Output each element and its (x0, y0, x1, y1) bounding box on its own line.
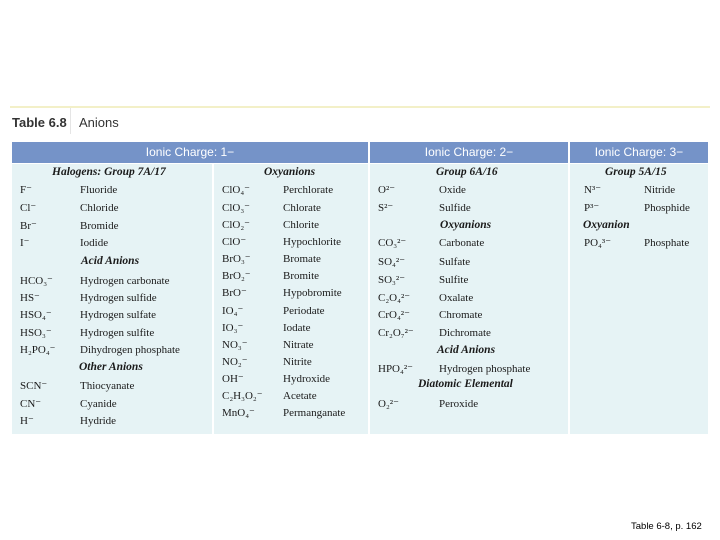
col1-ion-name: Hydrogen sulfate (80, 309, 157, 321)
col3-formula: CrO₄²⁻ (378, 309, 410, 321)
col3-ion-name: Sulfide (439, 202, 471, 214)
col2-ion-name: Perchlorate (283, 184, 334, 196)
col4-formula: N³⁻ (584, 184, 602, 196)
col1-ion-name: Hydride (80, 415, 117, 427)
col2-formula: C₂H₃O₂⁻ (222, 390, 263, 402)
col3-formula: SO₃²⁻ (378, 274, 406, 286)
header-charge-3: Ionic Charge: 3− (570, 142, 708, 163)
col2-formula: IO₄⁻ (222, 305, 244, 317)
col1-formula: SCN⁻ (20, 380, 48, 392)
subheader-oxyanions-2: Oxyanions (440, 219, 492, 231)
col2-ion-name: Bromate (283, 253, 321, 265)
col3-ion-name: Sulfate (439, 256, 471, 268)
col3-ion-name: Oxide (439, 184, 466, 196)
col2-ion-name: Permanganate (283, 407, 346, 419)
col1-formula: H₂PO₄⁻ (20, 344, 56, 356)
col2-formula: MnO₄⁻ (222, 407, 255, 419)
col3-formula: C₂O₄²⁻ (378, 292, 411, 304)
subheader-halogens: Halogens: Group 7A/17 (52, 166, 166, 178)
col1-formula: F⁻ (20, 184, 32, 196)
col1-ion-name: Bromide (80, 220, 119, 232)
subheader-oxyanions: Oxyanions (264, 166, 316, 178)
col2-formula: OH⁻ (222, 373, 244, 385)
col4-formula: PO₄³⁻ (584, 237, 612, 249)
col2-ion-name: Chlorite (283, 219, 320, 231)
subheader-acid-anions: Acid Anions (81, 255, 140, 267)
col3-formula: O₂²⁻ (378, 398, 399, 410)
col2-ion-name: Hydroxide (283, 373, 331, 385)
col2-formula: BrO₂⁻ (222, 270, 251, 282)
col1-ion-name: Hydrogen sulfide (80, 292, 157, 304)
col1-ion-name: Hydrogen carbonate (80, 275, 170, 287)
subheader-other-anions: Other Anions (79, 361, 143, 373)
col2-formula: NO₃⁻ (222, 339, 248, 351)
col3-ion-name: Carbonate (439, 237, 485, 249)
col1-formula: CN⁻ (20, 398, 42, 410)
subheader-group6: Group 6A/16 (436, 166, 498, 178)
col3-formula: SO₄²⁻ (378, 256, 406, 268)
col3-ion-name: Dichromate (439, 327, 491, 339)
col2-ion-name: Nitrite (283, 356, 312, 368)
col2-formula: IO₃⁻ (222, 322, 244, 334)
subheader-group5: Group 5A/15 (605, 166, 667, 178)
col2-ion-name: Chlorate (283, 202, 321, 214)
col2-ion-name: Acetate (283, 390, 317, 402)
subheader-diatomic: Diatomic Elemental (418, 378, 513, 390)
col2-ion-name: Hypochlorite (283, 236, 342, 248)
col1-ion-name: Cyanide (80, 398, 117, 410)
col1-ion-name: Hydrogen sulfite (80, 327, 155, 339)
col3-formula: S²⁻ (378, 202, 394, 214)
col3-formula: Cr₂O₇²⁻ (378, 327, 414, 339)
col1-formula: Cl⁻ (20, 202, 37, 214)
col2-formula: ClO₂⁻ (222, 219, 250, 231)
col2-ion-name: Bromite (283, 270, 320, 282)
col3-ion-name: Chromate (439, 309, 483, 321)
subheader-acid-anions-2: Acid Anions (437, 344, 496, 356)
col2-formula: NO₂⁻ (222, 356, 248, 368)
col3-ion-name: Hydrogen phosphate (439, 363, 531, 375)
col1-ion-name: Chloride (80, 202, 119, 214)
col3-ion-name: Sulfite (439, 274, 469, 286)
col2-formula: BrO₃⁻ (222, 253, 251, 265)
col2-formula: ClO₄⁻ (222, 184, 250, 196)
col4-ion-name: Phosphate (644, 237, 690, 249)
col1-formula: HSO₃⁻ (20, 327, 52, 339)
col2-ion-name: Hypobromite (283, 287, 342, 299)
col1-ion-name: Iodide (80, 237, 109, 249)
col3-formula: O²⁻ (378, 184, 396, 196)
footer-caption: Table 6-8, p. 162 (631, 521, 702, 532)
col3-formula: HPO₄²⁻ (378, 363, 413, 375)
header-charge-2: Ionic Charge: 2− (370, 142, 568, 163)
col2-formula: BrO⁻ (222, 287, 247, 299)
title-separator (70, 108, 71, 134)
col1-formula: HSO₄⁻ (20, 309, 52, 321)
col2-formula: ClO₃⁻ (222, 202, 250, 214)
col1-formula: HS⁻ (20, 292, 40, 304)
col1-formula: H⁻ (20, 415, 34, 427)
col1-formula: I⁻ (20, 237, 30, 249)
col3-formula: CO₃²⁻ (378, 237, 407, 249)
col2-formula: ClO⁻ (222, 236, 247, 248)
col3-ion-name: Oxalate (439, 292, 474, 304)
col4-formula: P³⁻ (584, 202, 600, 214)
col2-ion-name: Periodate (283, 305, 325, 317)
table-label: Table 6.8 (12, 115, 67, 130)
col1-ion-name: Thiocyanate (80, 380, 135, 392)
col3-ion-name: Peroxide (439, 398, 479, 410)
subheader-oxyanion: Oxyanion (583, 219, 630, 231)
top-rule (10, 106, 710, 108)
col1-ion-name: Dihydrogen phosphate (80, 344, 180, 356)
col4-ion-name: Nitride (644, 184, 676, 196)
col1-formula: HCO₃⁻ (20, 275, 53, 287)
col1-formula: Br⁻ (20, 220, 37, 232)
table-title: Anions (79, 115, 119, 130)
header-charge-1: Ionic Charge: 1− (12, 142, 368, 163)
col4-ion-name: Phosphide (644, 202, 690, 214)
col2-ion-name: Nitrate (283, 339, 314, 351)
col2-ion-name: Iodate (283, 322, 311, 334)
col1-ion-name: Fluoride (80, 184, 118, 196)
